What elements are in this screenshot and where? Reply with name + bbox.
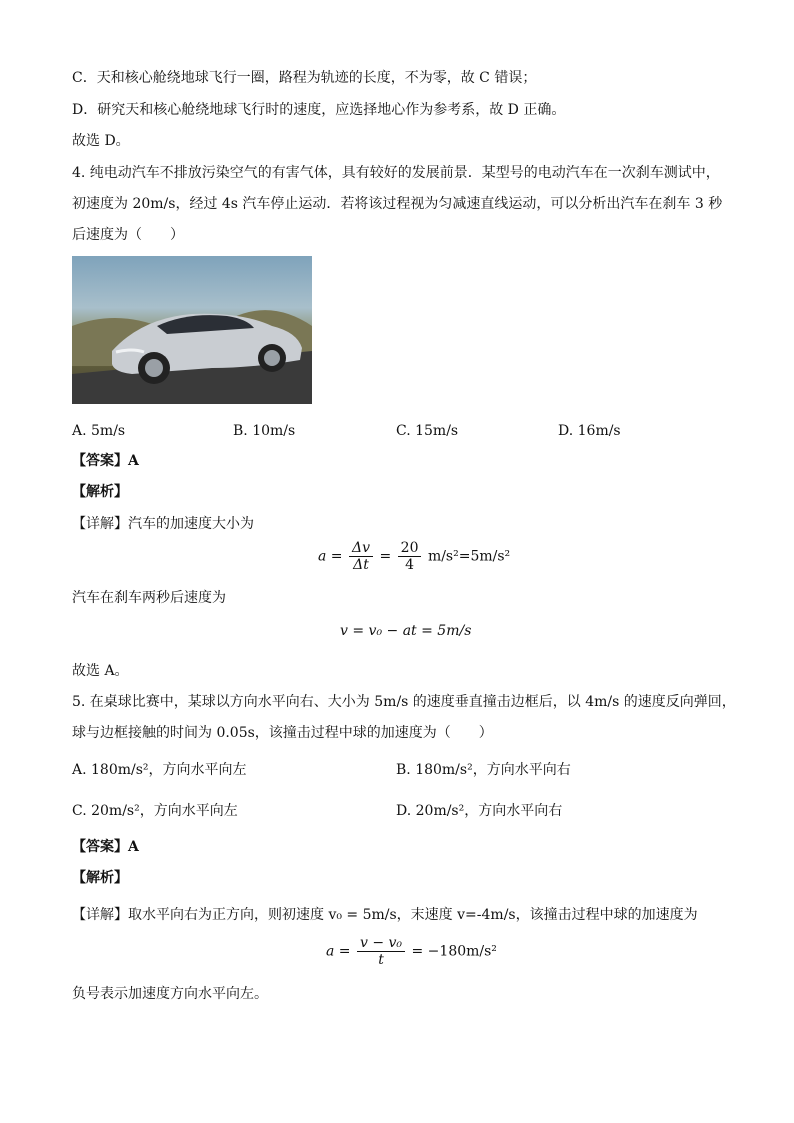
q5-text-2: 球与边框接触的时间为 0.05s，该撞击过程中球的加速度为（ ）: [72, 725, 493, 741]
negative-sign-note: 负号表示加速度方向水平向左。: [72, 986, 268, 1002]
fraction-20-4: [398, 540, 422, 573]
formula-rhs: = −180m/s²: [411, 943, 497, 960]
frac-den: Δt: [353, 557, 369, 573]
q5-option-c: C. 20m/s²，方向水平向左: [72, 803, 238, 819]
frac-num: Δv: [349, 540, 373, 557]
line-select-d: 故选 D。: [72, 133, 130, 149]
q5-answer: 【答案】A: [72, 839, 139, 855]
q5-detail: 【详解】取水平向右为正方向，则初速度 v₀ = 5m/s，末速度 v=-4m/s，该撞击过程中球的加速度为: [72, 907, 698, 923]
q5-analysis-heading: 【解析】: [72, 870, 128, 886]
q4-option-b: B. 10m/s: [233, 423, 296, 439]
frac-den: t: [378, 952, 384, 968]
formula-lhs: a =: [326, 943, 351, 960]
q5-option-b: B. 180m/s²，方向水平向右: [396, 762, 571, 778]
formula-acceleration: [318, 540, 510, 573]
q5-option-a: A. 180m/s²，方向水平向左: [72, 762, 247, 778]
fraction-dv-dt: [349, 540, 373, 573]
q4-option-c: C. 15m/s: [396, 423, 459, 439]
line-c: C．天和核心舱绕地球飞行一圈，路程为轨迹的长度，不为零，故 C 错误；: [72, 70, 537, 86]
q4-analysis-heading: 【解析】: [72, 484, 128, 500]
q5-text-1: 5. 在桌球比赛中，某球以方向水平向右、大小为 5m/s 的速度垂直撞击边框后，以 4m/s 的速度反向弹回，: [72, 694, 736, 710]
frac-den: 4: [405, 557, 415, 573]
formula-lhs: a =: [318, 548, 343, 565]
line-select-a: 故选 A。: [72, 663, 129, 679]
q4-answer: 【答案】A: [72, 453, 139, 469]
q4-text-2: 初速度为 20m/s，经过 4s 汽车停止运动．若将该过程视为匀减速直线运动，可以分析出汽车在刹车 3 秒: [72, 196, 723, 212]
q4-text-3: 后速度为（ ）: [72, 227, 184, 243]
formula-eq: =: [379, 548, 392, 565]
q4-text-1: 4. 纯电动汽车不排放污染空气的有害气体，具有较好的发展前景．某型号的电动汽车在一次刹车测试中，: [72, 165, 720, 181]
formula-velocity: v = v₀ − at = 5m/s: [340, 623, 472, 639]
car-photo: [72, 256, 312, 404]
line-d: D．研究天和核心舱绕地球飞行时的速度，应选择地心作为参考系，故 D 正确。: [72, 102, 566, 118]
q4-option-a: A. 5m/s: [72, 423, 126, 439]
frac-num: v − v₀: [357, 935, 405, 952]
formula-collision-acceleration: [326, 935, 497, 968]
q4-detail: 【详解】汽车的加速度大小为: [72, 516, 254, 532]
car-illustration: [72, 256, 312, 404]
formula-rhs: m/s²=5m/s²: [427, 548, 511, 565]
fraction-v-v0-t: [357, 935, 405, 968]
q4-option-d: D. 16m/s: [558, 423, 621, 439]
frac-num: 20: [398, 540, 422, 557]
q5-option-d: D. 20m/s²，方向水平向右: [396, 803, 563, 819]
car-speed-text: 汽车在刹车两秒后速度为: [72, 590, 226, 606]
